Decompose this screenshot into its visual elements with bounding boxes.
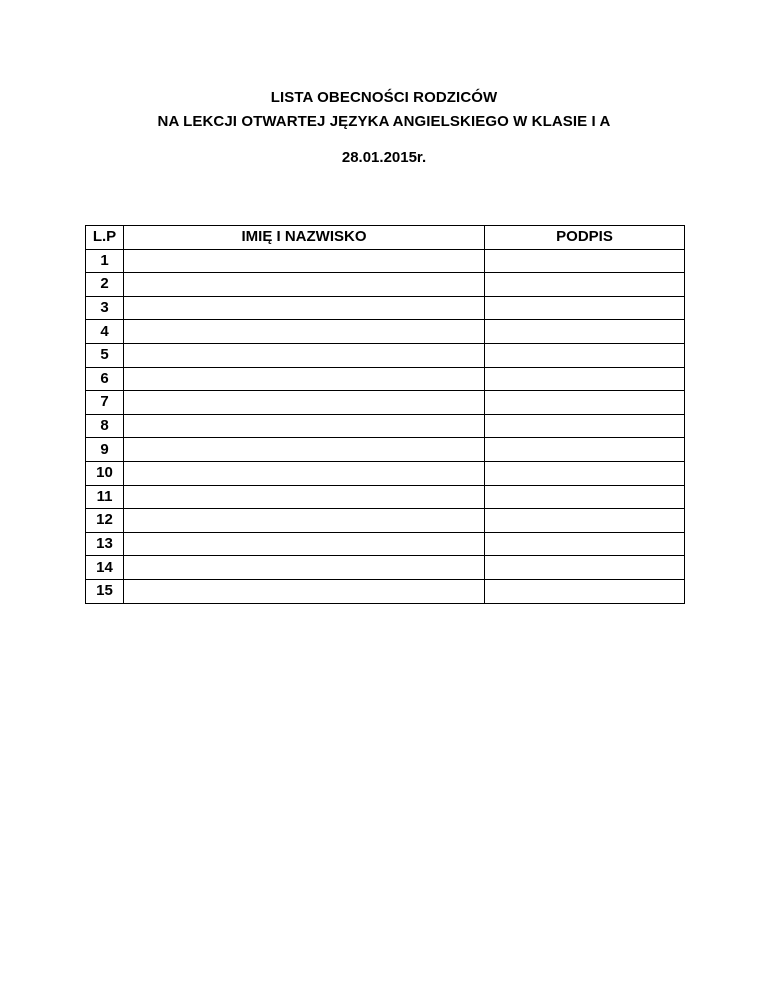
name-cell[interactable] — [124, 532, 485, 556]
signature-cell[interactable] — [485, 367, 685, 391]
signature-cell[interactable] — [485, 249, 685, 273]
table-row — [86, 249, 685, 273]
table-row — [86, 273, 685, 297]
name-cell[interactable] — [124, 509, 485, 533]
signature-cell[interactable] — [485, 296, 685, 320]
table-row — [86, 509, 685, 533]
header-lp: L.P — [86, 226, 124, 250]
row-number-cell: 4 — [86, 320, 124, 344]
name-cell[interactable] — [124, 438, 485, 462]
name-cell[interactable] — [124, 367, 485, 391]
row-number-cell: 10 — [86, 461, 124, 485]
name-cell[interactable] — [124, 320, 485, 344]
table-row — [86, 343, 685, 367]
name-cell[interactable] — [124, 579, 485, 603]
header-name: IMIĘ I NAZWISKO — [124, 226, 485, 250]
table-row — [86, 296, 685, 320]
row-number-cell: 11 — [86, 485, 124, 509]
signature-cell[interactable] — [485, 579, 685, 603]
row-number-cell: 13 — [86, 532, 124, 556]
name-cell[interactable] — [124, 461, 485, 485]
table-row — [86, 438, 685, 462]
header-signature: PODPIS — [485, 226, 685, 250]
table-row — [86, 556, 685, 580]
name-cell[interactable] — [124, 485, 485, 509]
table-row — [86, 579, 685, 603]
name-cell[interactable] — [124, 414, 485, 438]
title-line-1: LISTA OBECNOŚCI RODZICÓW — [270, 89, 498, 106]
name-cell[interactable] — [124, 391, 485, 415]
document-date: 28.01.2015r. — [341, 149, 427, 166]
row-number-cell: 8 — [86, 414, 124, 438]
table-row — [86, 414, 685, 438]
signature-cell[interactable] — [485, 532, 685, 556]
signature-cell[interactable] — [485, 391, 685, 415]
row-number-cell: 15 — [86, 579, 124, 603]
table-body — [86, 249, 685, 603]
table-row — [86, 320, 685, 344]
signature-cell[interactable] — [485, 509, 685, 533]
signature-cell[interactable] — [485, 273, 685, 297]
row-number-cell: 6 — [86, 367, 124, 391]
row-number-cell: 14 — [86, 556, 124, 580]
signature-cell[interactable] — [485, 320, 685, 344]
signature-cell[interactable] — [485, 343, 685, 367]
row-number-cell: 9 — [86, 438, 124, 462]
table-row — [86, 391, 685, 415]
name-cell[interactable] — [124, 556, 485, 580]
signature-cell[interactable] — [485, 461, 685, 485]
table-row — [86, 367, 685, 391]
name-cell[interactable] — [124, 296, 485, 320]
signature-cell[interactable] — [485, 438, 685, 462]
name-cell[interactable] — [124, 249, 485, 273]
row-number-cell: 12 — [86, 509, 124, 533]
table-row — [86, 485, 685, 509]
name-cell[interactable] — [124, 273, 485, 297]
attendance-table — [85, 225, 685, 604]
row-number-cell: 7 — [86, 391, 124, 415]
signature-cell[interactable] — [485, 414, 685, 438]
row-number-cell: 5 — [86, 343, 124, 367]
row-number-cell: 3 — [86, 296, 124, 320]
signature-cell[interactable] — [485, 485, 685, 509]
table-row — [86, 461, 685, 485]
signature-cell[interactable] — [485, 556, 685, 580]
row-number-cell: 2 — [86, 273, 124, 297]
table-header-row — [86, 226, 685, 250]
title-line-2: NA LEKCJI OTWARTEJ JĘZYKA ANGIELSKIEGO W KLASIE I A — [157, 113, 611, 130]
row-number-cell: 1 — [86, 249, 124, 273]
table-row — [86, 532, 685, 556]
document-title — [0, 86, 768, 134]
name-cell[interactable] — [124, 343, 485, 367]
